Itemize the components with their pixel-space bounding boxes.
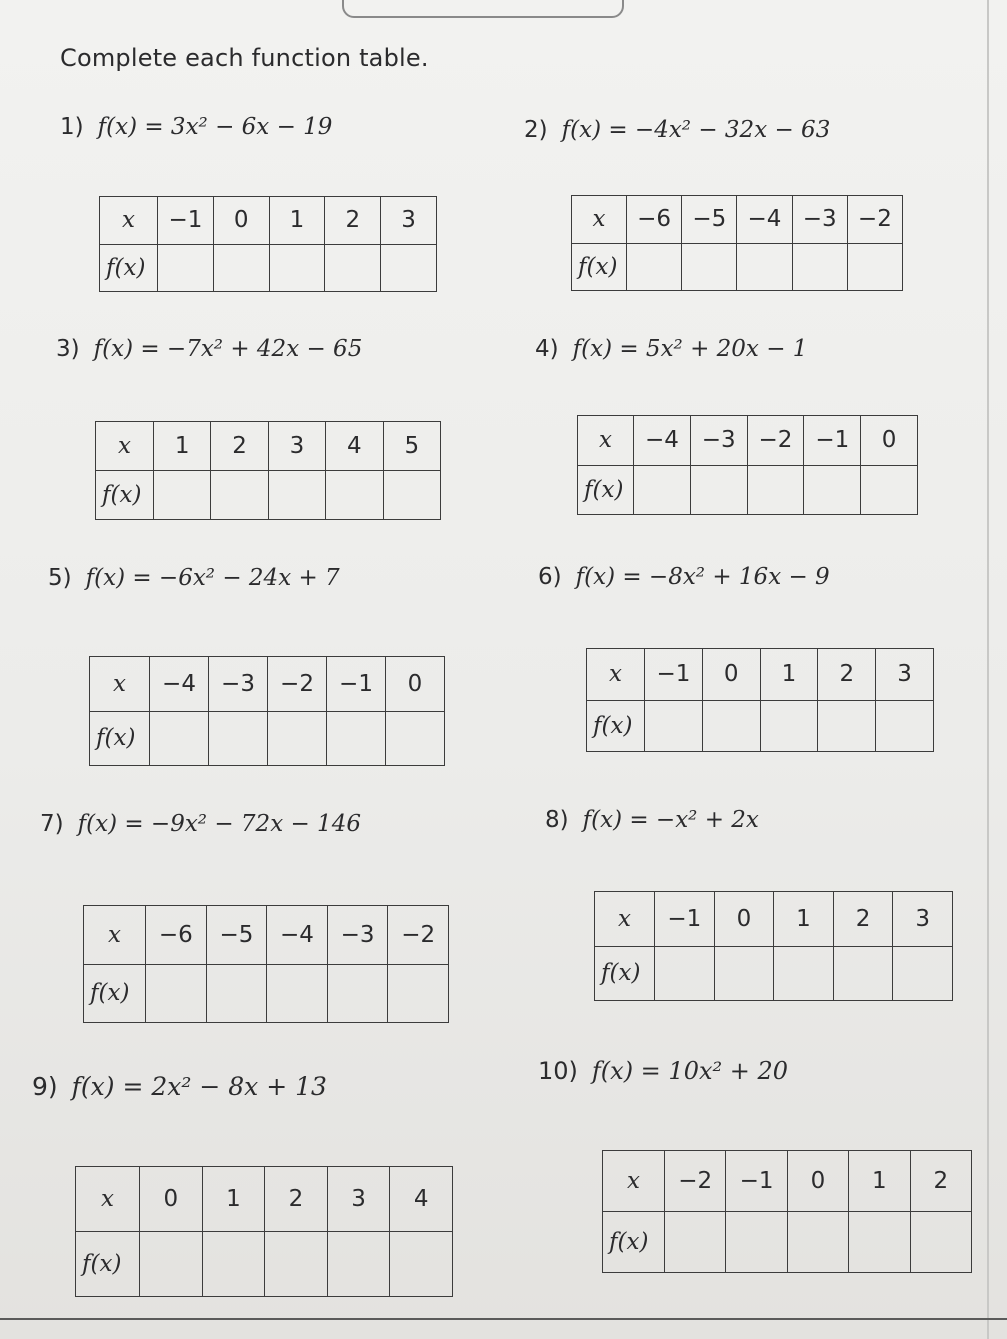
function-table-6	[586, 648, 934, 752]
answer-cell[interactable]	[209, 711, 268, 766]
problem-number: 9)	[32, 1072, 58, 1101]
x-header: x	[603, 1151, 665, 1212]
fx-header: f(x)	[578, 465, 634, 515]
x-value: −2	[747, 416, 804, 466]
answer-cell[interactable]	[268, 471, 325, 520]
fx-header: f(x)	[572, 243, 627, 291]
x-header: x	[587, 649, 645, 701]
problem-equation: f(x) = −9x² − 72x − 146	[77, 811, 361, 837]
x-value: −4	[634, 416, 691, 466]
fx-header: f(x)	[603, 1212, 665, 1273]
x-value: −4	[267, 906, 328, 965]
answer-cell[interactable]	[634, 465, 691, 515]
x-value: −1	[327, 657, 386, 712]
answer-cell[interactable]	[390, 1232, 453, 1297]
problem-number: 4)	[535, 336, 559, 362]
problem-number: 1)	[60, 114, 84, 140]
answer-cell[interactable]	[702, 700, 760, 752]
answer-cell[interactable]	[154, 471, 211, 520]
answer-cell[interactable]	[760, 700, 818, 752]
fx-header: f(x)	[587, 700, 645, 752]
answer-cell[interactable]	[792, 243, 847, 291]
function-table-3	[95, 421, 441, 520]
problem-1	[60, 114, 332, 140]
x-value: 3	[268, 422, 325, 471]
problem-equation: f(x) = −8x² + 16x − 9	[575, 564, 830, 590]
x-value: −6	[627, 196, 682, 244]
problem-equation: f(x) = −6x² − 24x + 7	[85, 565, 340, 591]
x-header: x	[96, 422, 154, 471]
x-value: 4	[326, 422, 383, 471]
problem-equation: f(x) = −x² + 2x	[582, 807, 759, 833]
x-header: x	[76, 1167, 140, 1232]
x-value: −4	[737, 196, 792, 244]
problem-equation: f(x) = 2x² − 8x + 13	[71, 1072, 327, 1101]
answer-cell[interactable]	[804, 465, 861, 515]
x-value: 0	[140, 1167, 203, 1232]
answer-cell[interactable]	[849, 1212, 910, 1273]
x-value: −1	[804, 416, 861, 466]
x-value: 3	[327, 1167, 390, 1232]
answer-cell[interactable]	[847, 243, 902, 291]
answer-cell[interactable]	[690, 465, 747, 515]
x-value: 2	[211, 422, 268, 471]
x-value: 2	[265, 1167, 328, 1232]
answer-cell[interactable]	[386, 711, 445, 766]
bottom-rule	[0, 1318, 1007, 1320]
answer-cell[interactable]	[682, 243, 737, 291]
answer-cell[interactable]	[861, 465, 918, 515]
answer-cell[interactable]	[818, 700, 876, 752]
fx-header: f(x)	[90, 711, 150, 766]
x-value: −5	[682, 196, 737, 244]
function-table-9	[75, 1166, 453, 1297]
x-header: x	[84, 906, 146, 965]
answer-cell[interactable]	[714, 946, 774, 1001]
x-value: 1	[760, 649, 818, 701]
x-value: −2	[388, 906, 449, 965]
function-table-7	[83, 905, 449, 1023]
x-value: 0	[714, 892, 774, 947]
x-header: x	[90, 657, 150, 712]
problem-equation: f(x) = −7x² + 42x − 65	[93, 336, 363, 362]
problem-number: 3)	[56, 336, 80, 362]
answer-cell[interactable]	[876, 700, 934, 752]
x-value: −5	[206, 906, 267, 965]
x-value: −2	[665, 1151, 726, 1212]
answer-cell[interactable]	[150, 711, 209, 766]
answer-cell[interactable]	[774, 946, 834, 1001]
function-table-4	[577, 415, 918, 515]
x-value: 2	[833, 892, 893, 947]
answer-cell[interactable]	[268, 711, 327, 766]
problem-5	[48, 565, 340, 591]
answer-cell[interactable]	[202, 1232, 265, 1297]
answer-cell[interactable]	[327, 1232, 390, 1297]
problem-3	[56, 336, 362, 362]
function-table-5	[89, 656, 445, 766]
x-value: 1	[269, 197, 325, 245]
function-table-1	[99, 196, 437, 292]
answer-cell[interactable]	[388, 964, 449, 1023]
fx-header: f(x)	[96, 471, 154, 520]
answer-cell[interactable]	[747, 465, 804, 515]
problem-equation: f(x) = 10x² + 20	[591, 1057, 789, 1085]
x-value: −3	[690, 416, 747, 466]
answer-cell[interactable]	[327, 711, 386, 766]
x-value: −1	[655, 892, 715, 947]
problem-number: 7)	[40, 811, 64, 837]
answer-cell[interactable]	[267, 964, 328, 1023]
x-value: 0	[386, 657, 445, 712]
fx-header: f(x)	[84, 964, 146, 1023]
answer-cell[interactable]	[655, 946, 715, 1001]
x-value: −2	[847, 196, 902, 244]
x-value: 1	[774, 892, 834, 947]
answer-cell[interactable]	[269, 244, 325, 292]
answer-cell[interactable]	[910, 1212, 971, 1273]
x-value: 3	[381, 197, 437, 245]
x-value: −1	[726, 1151, 787, 1212]
x-value: 0	[787, 1151, 848, 1212]
x-header: x	[595, 892, 655, 947]
x-header: x	[100, 197, 158, 245]
x-value: −1	[158, 197, 214, 245]
function-table-10	[602, 1150, 972, 1273]
x-value: −3	[209, 657, 268, 712]
answer-cell[interactable]	[327, 964, 388, 1023]
x-header: x	[572, 196, 627, 244]
problem-number: 8)	[545, 807, 569, 833]
function-table-8	[594, 891, 953, 1001]
answer-cell[interactable]	[265, 1232, 328, 1297]
instruction-text: Complete each function table.	[60, 44, 429, 72]
problem-equation: f(x) = 5x² + 20x − 1	[572, 336, 808, 362]
x-value: −3	[327, 906, 388, 965]
x-value: −1	[645, 649, 703, 701]
x-value: 3	[893, 892, 953, 947]
x-value: 1	[202, 1167, 265, 1232]
answer-cell[interactable]	[206, 964, 267, 1023]
answer-cell[interactable]	[833, 946, 893, 1001]
answer-cell[interactable]	[326, 471, 383, 520]
answer-cell[interactable]	[787, 1212, 848, 1273]
x-value: 5	[383, 422, 440, 471]
answer-cell[interactable]	[627, 243, 682, 291]
problem-2	[524, 117, 830, 143]
problem-6	[538, 564, 830, 590]
x-value: 3	[876, 649, 934, 701]
x-value: 2	[910, 1151, 971, 1212]
x-value: 0	[861, 416, 918, 466]
problem-9	[32, 1072, 327, 1101]
x-value: 0	[213, 197, 269, 245]
problem-number: 10)	[538, 1057, 578, 1085]
answer-cell[interactable]	[211, 471, 268, 520]
top-tab-outline	[342, 0, 624, 18]
problem-equation: f(x) = 3x² − 6x − 19	[97, 114, 333, 140]
x-value: 2	[818, 649, 876, 701]
x-value: −2	[268, 657, 327, 712]
answer-cell[interactable]	[893, 946, 953, 1001]
answer-cell[interactable]	[325, 244, 381, 292]
x-value: 0	[702, 649, 760, 701]
answer-cell[interactable]	[146, 964, 207, 1023]
x-value: −4	[150, 657, 209, 712]
x-value: 4	[390, 1167, 453, 1232]
problem-7	[40, 811, 361, 837]
problem-number: 5)	[48, 565, 72, 591]
x-value: −6	[146, 906, 207, 965]
answer-cell[interactable]	[737, 243, 792, 291]
x-value: 1	[154, 422, 211, 471]
problem-10	[538, 1057, 788, 1085]
x-value: −3	[792, 196, 847, 244]
fx-header: f(x)	[100, 244, 158, 292]
function-table-2	[571, 195, 903, 291]
fx-header: f(x)	[76, 1232, 140, 1297]
answer-cell[interactable]	[645, 700, 703, 752]
problem-8	[545, 807, 759, 833]
answer-cell[interactable]	[381, 244, 437, 292]
answer-cell[interactable]	[213, 244, 269, 292]
answer-cell[interactable]	[140, 1232, 203, 1297]
problem-number: 2)	[524, 117, 548, 143]
fx-header: f(x)	[595, 946, 655, 1001]
x-header: x	[578, 416, 634, 466]
x-value: 1	[849, 1151, 910, 1212]
answer-cell[interactable]	[726, 1212, 787, 1273]
problem-equation: f(x) = −4x² − 32x − 63	[561, 117, 831, 143]
page-edge	[987, 0, 989, 1339]
answer-cell[interactable]	[665, 1212, 726, 1273]
x-value: 2	[325, 197, 381, 245]
problem-number: 6)	[538, 564, 562, 590]
answer-cell[interactable]	[383, 471, 440, 520]
problem-4	[535, 336, 807, 362]
answer-cell[interactable]	[158, 244, 214, 292]
